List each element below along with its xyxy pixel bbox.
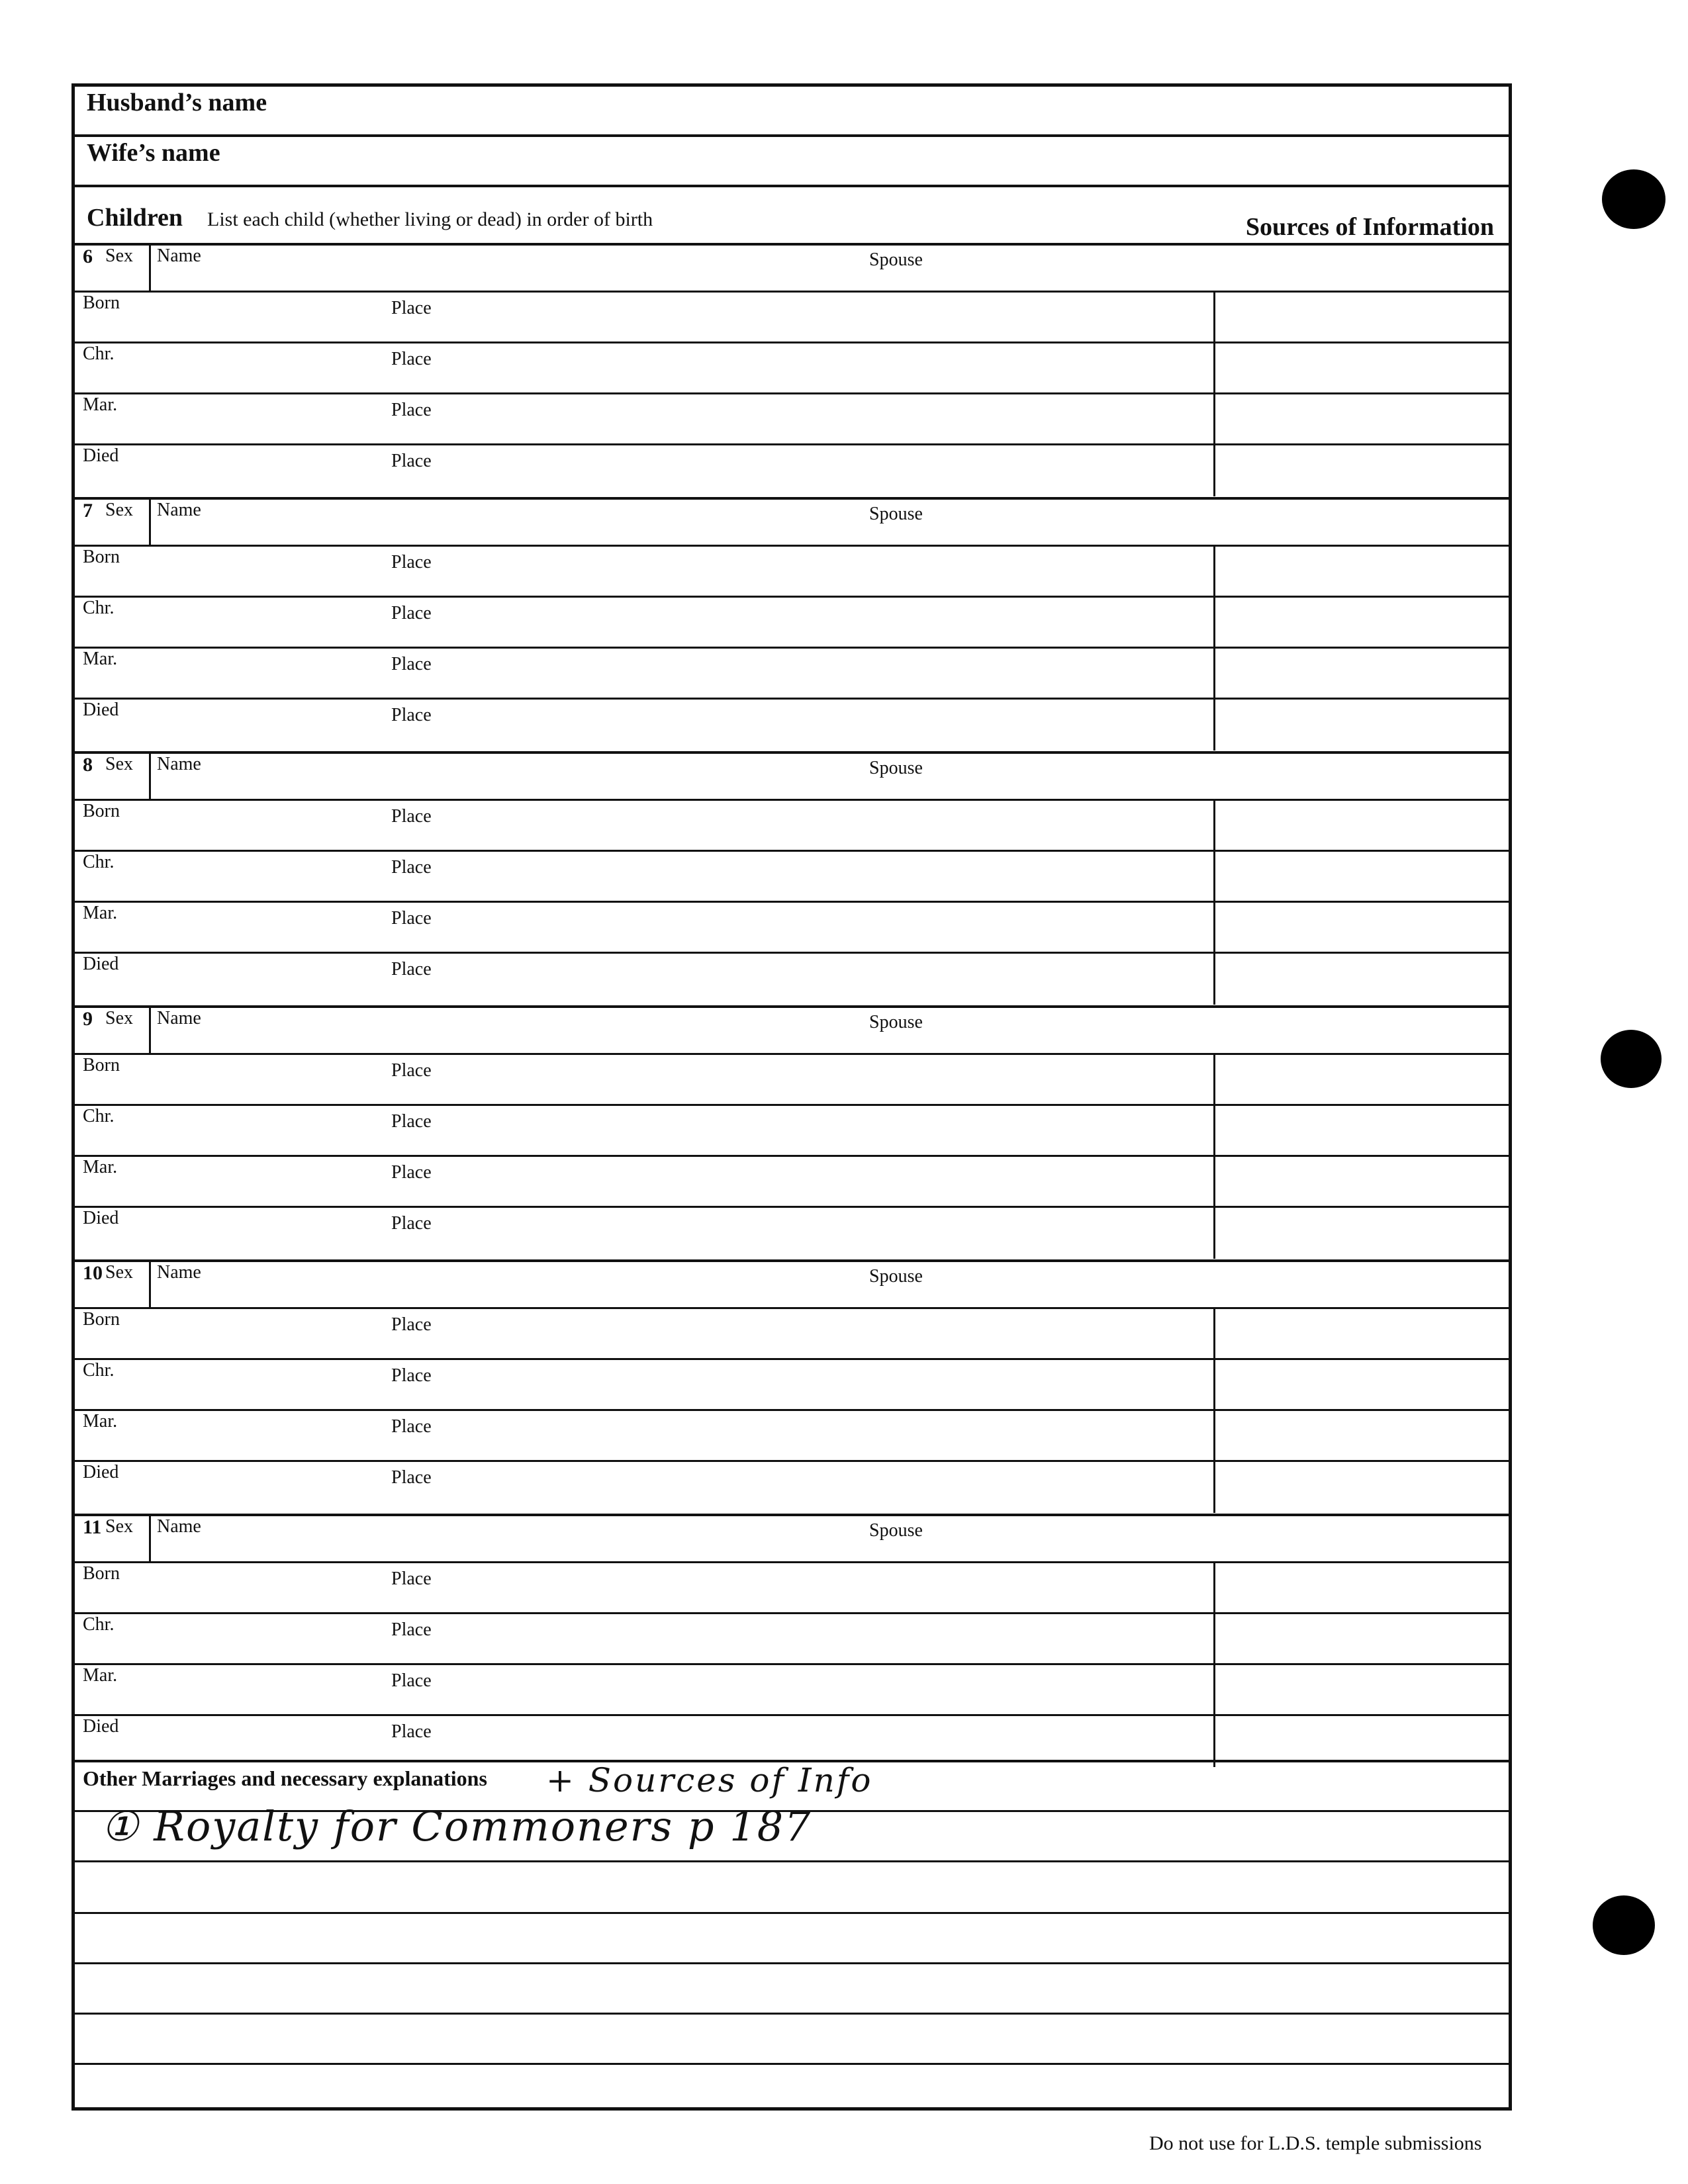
born-row[interactable] [75, 1309, 1509, 1360]
christening-row[interactable] [75, 598, 1509, 649]
place-label: Place [391, 654, 432, 674]
divider [1213, 1106, 1215, 1157]
chr-label: Chr. [83, 1106, 115, 1126]
divider [149, 754, 151, 800]
divider [1213, 1614, 1215, 1665]
born-row[interactable] [75, 547, 1509, 598]
handwritten-note-sources: + Sources of Info [546, 1761, 873, 1799]
divider [1213, 293, 1215, 343]
wife-name-label: Wife’s name [87, 139, 220, 167]
christening-row[interactable] [75, 1360, 1509, 1411]
died-label: Died [83, 1462, 119, 1482]
marriage-row[interactable] [75, 903, 1509, 954]
place-label: Place [391, 1670, 432, 1691]
child-name-row[interactable] [75, 1516, 1509, 1563]
child-entry [75, 1259, 1509, 1514]
name-label: Name [157, 754, 201, 774]
place-label: Place [391, 1162, 432, 1183]
name-label: Name [157, 1008, 201, 1028]
child-number: 9 [83, 1008, 93, 1030]
born-label: Born [83, 801, 120, 821]
place-label: Place [391, 806, 432, 827]
children-instruction: List each child (whether living or dead) in order of birth [207, 208, 653, 230]
died-label: Died [83, 700, 119, 720]
death-row[interactable] [75, 1208, 1509, 1259]
divider [1213, 903, 1215, 954]
place-label: Place [391, 298, 432, 318]
marriage-row[interactable] [75, 1665, 1509, 1716]
sources-of-information-label: Sources of Information [1245, 213, 1494, 241]
other-marriages-label: Other Marriages and necessary explanations [83, 1766, 487, 1790]
mar-label: Mar. [83, 649, 118, 669]
divider [1213, 1665, 1215, 1716]
place-label: Place [391, 552, 432, 572]
child-entry [75, 243, 1509, 497]
born-row[interactable] [75, 1563, 1509, 1614]
divider [1213, 700, 1215, 751]
footer-note: Do not use for L.D.S. temple submissions [1149, 2132, 1482, 2154]
place-label: Place [391, 400, 432, 420]
writing-line[interactable] [75, 2013, 1509, 2015]
child-number: 7 [83, 500, 93, 522]
name-label: Name [157, 1262, 201, 1283]
christening-row[interactable] [75, 1614, 1509, 1665]
sex-label: Sex [105, 246, 133, 266]
children-title: Children [87, 204, 183, 232]
writing-line[interactable] [75, 1962, 1509, 1964]
divider [1213, 445, 1215, 496]
died-label: Died [83, 445, 119, 466]
mar-label: Mar. [83, 1665, 118, 1686]
divider [1213, 1208, 1215, 1259]
divider [1213, 547, 1215, 598]
divider [149, 500, 151, 546]
children-header [75, 191, 1509, 243]
writing-line[interactable] [75, 1860, 1509, 1862]
christening-row[interactable] [75, 1106, 1509, 1157]
child-entry [75, 1514, 1509, 1768]
spouse-label: Spouse [869, 1266, 923, 1287]
divider [1213, 1563, 1215, 1614]
punch-hole [1593, 1895, 1655, 1955]
wife-name-row[interactable] [75, 137, 1509, 185]
place-label: Place [391, 1467, 432, 1488]
writing-line[interactable] [75, 1912, 1509, 1914]
death-row[interactable] [75, 1462, 1509, 1513]
divider [1213, 394, 1215, 445]
divider [1213, 649, 1215, 700]
spouse-label: Spouse [869, 1012, 923, 1032]
chr-label: Chr. [83, 1360, 115, 1381]
sex-label: Sex [105, 500, 133, 520]
place-label: Place [391, 1060, 432, 1081]
divider [1213, 343, 1215, 394]
name-label: Name [157, 1516, 201, 1537]
place-label: Place [391, 908, 432, 929]
sex-label: Sex [105, 1516, 133, 1537]
divider [1213, 801, 1215, 852]
divider [1213, 598, 1215, 649]
place-label: Place [391, 603, 432, 623]
divider [1213, 1157, 1215, 1208]
child-number: 8 [83, 754, 93, 776]
other-marriages-section [75, 1760, 1509, 2107]
divider [1213, 1360, 1215, 1411]
divider [1213, 852, 1215, 903]
divider [1213, 1411, 1215, 1462]
mar-label: Mar. [83, 903, 118, 923]
place-label: Place [391, 1619, 432, 1640]
spouse-label: Spouse [869, 250, 923, 270]
child-entry [75, 1005, 1509, 1259]
chr-label: Chr. [83, 852, 115, 872]
child-name-row[interactable] [75, 246, 1509, 292]
sex-label: Sex [105, 754, 133, 774]
marriage-row[interactable] [75, 1411, 1509, 1462]
marriage-row[interactable] [75, 649, 1509, 700]
spouse-label: Spouse [869, 504, 923, 524]
divider [1213, 1309, 1215, 1360]
place-label: Place [391, 1416, 432, 1437]
marriage-row[interactable] [75, 394, 1509, 445]
died-label: Died [83, 1716, 119, 1737]
divider [75, 185, 1509, 187]
place-label: Place [391, 1111, 432, 1132]
family-group-record-form [71, 83, 1512, 2111]
chr-label: Chr. [83, 598, 115, 618]
spouse-label: Spouse [869, 758, 923, 778]
born-row[interactable] [75, 1055, 1509, 1106]
spouse-label: Spouse [869, 1520, 923, 1541]
writing-line[interactable] [75, 2063, 1509, 2065]
died-label: Died [83, 954, 119, 974]
born-row[interactable] [75, 293, 1509, 343]
child-name-row[interactable] [75, 1262, 1509, 1308]
chr-label: Chr. [83, 1614, 115, 1635]
child-number: 6 [83, 246, 93, 267]
chr-label: Chr. [83, 343, 115, 364]
husband-name-label: Husband’s name [87, 89, 267, 116]
divider [1213, 954, 1215, 1005]
child-number: 11 [83, 1516, 102, 1538]
sex-label: Sex [105, 1008, 133, 1028]
child-name-row[interactable] [75, 500, 1509, 546]
divider [1213, 1055, 1215, 1106]
born-row[interactable] [75, 801, 1509, 852]
died-label: Died [83, 1208, 119, 1228]
death-row[interactable] [75, 700, 1509, 751]
punch-hole [1602, 169, 1665, 229]
born-label: Born [83, 293, 120, 313]
place-label: Place [391, 349, 432, 369]
place-label: Place [391, 959, 432, 979]
husband-name-row[interactable] [75, 87, 1509, 134]
christening-row[interactable] [75, 343, 1509, 394]
born-label: Born [83, 1563, 120, 1584]
divider [149, 246, 151, 292]
name-label: Name [157, 246, 201, 266]
divider [149, 1008, 151, 1054]
child-name-row[interactable] [75, 754, 1509, 800]
mar-label: Mar. [83, 394, 118, 415]
child-number: 10 [83, 1262, 103, 1284]
marriage-row[interactable] [75, 1157, 1509, 1208]
place-label: Place [391, 451, 432, 471]
place-label: Place [391, 857, 432, 878]
divider [149, 1262, 151, 1308]
place-label: Place [391, 1213, 432, 1234]
place-label: Place [391, 705, 432, 725]
born-label: Born [83, 547, 120, 567]
death-row[interactable] [75, 445, 1509, 496]
sex-label: Sex [105, 1262, 133, 1283]
child-entry [75, 497, 1509, 751]
punch-hole [1601, 1030, 1662, 1088]
divider [1213, 1462, 1215, 1513]
mar-label: Mar. [83, 1157, 118, 1177]
divider [149, 1516, 151, 1563]
place-label: Place [391, 1569, 432, 1589]
place-label: Place [391, 1721, 432, 1742]
name-label: Name [157, 500, 201, 520]
place-label: Place [391, 1314, 432, 1335]
handwritten-note-royalty: ① Royalty for Commoners p 187 [101, 1802, 812, 1850]
child-name-row[interactable] [75, 1008, 1509, 1054]
child-entry [75, 751, 1509, 1005]
born-label: Born [83, 1055, 120, 1075]
christening-row[interactable] [75, 852, 1509, 903]
mar-label: Mar. [83, 1411, 118, 1432]
born-label: Born [83, 1309, 120, 1330]
death-row[interactable] [75, 954, 1509, 1005]
place-label: Place [391, 1365, 432, 1386]
